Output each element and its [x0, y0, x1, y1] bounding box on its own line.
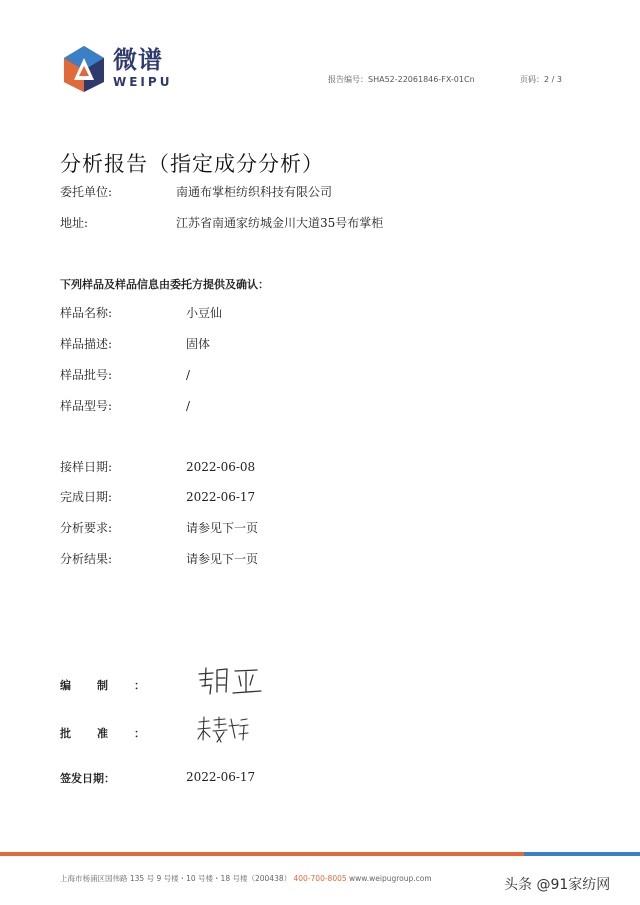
- prepared-by-label: 编制：: [60, 679, 171, 692]
- sample-batch-value: /: [186, 368, 191, 382]
- logo-text-cn: 微谱: [113, 46, 163, 74]
- issue-date-value: 2022-06-17: [186, 770, 256, 784]
- received-date-value: 2022-06-08: [186, 460, 256, 474]
- address-label: 地址:: [60, 216, 89, 230]
- sample-batch-label: 样品批号:: [60, 368, 113, 382]
- sample-name-label: 样品名称:: [60, 306, 113, 320]
- footer-contact: [60, 873, 432, 884]
- analysis-requirement-value: 请参见下一页: [186, 521, 259, 535]
- sample-name-value: 小豆仙: [186, 306, 223, 320]
- company-logo: [60, 44, 200, 92]
- page-number: 页码：2 / 3: [520, 75, 562, 84]
- page-title: 分析报告（指定成分分析）: [60, 152, 324, 176]
- sample-description-label: 样品描述:: [60, 337, 113, 351]
- issue-date-label: 签发日期：: [60, 772, 115, 785]
- footer-phone: 400-700-8005: [293, 874, 347, 883]
- address-value: 江苏省南通家纺城金川大道35号布掌柜: [176, 216, 384, 230]
- footer-bar-orange: [0, 852, 524, 856]
- sample-section-heading: 下列样品及样品信息由委托方提供及确认：: [60, 278, 269, 291]
- client-value: 南通布掌柜纺织科技有限公司: [176, 185, 333, 199]
- client-label: 委托单位:: [60, 185, 113, 199]
- sample-model-value: /: [186, 399, 191, 413]
- logo-text-en: WEIPU: [113, 75, 173, 89]
- completed-date-label: 完成日期:: [60, 490, 113, 504]
- prepared-by-signature: [195, 664, 265, 698]
- approved-by-label: 批准：: [60, 727, 171, 740]
- received-date-label: 接样日期:: [60, 460, 113, 474]
- approved-by-signature: [195, 714, 251, 746]
- logo-mark-icon: [60, 44, 108, 92]
- analysis-result-value: 请参见下一页: [186, 552, 259, 566]
- sample-description-value: 固体: [186, 337, 211, 351]
- footer-website[interactable]: www.weipugroup.com: [349, 874, 432, 883]
- analysis-requirement-label: 分析要求:: [60, 521, 113, 535]
- watermark: 头条 @91家纺网: [504, 877, 611, 893]
- analysis-result-label: 分析结果:: [60, 552, 113, 566]
- footer-address: 上海市杨浦区国伟路 135 号 9 号楼・10 号楼・18 号楼（200438）: [60, 874, 292, 883]
- report-number: 报告编号：SHA52-22061846-FX-01Cn: [328, 75, 475, 84]
- sample-model-label: 样品型号:: [60, 399, 113, 413]
- completed-date-value: 2022-06-17: [186, 490, 256, 504]
- footer-bar-blue: [524, 852, 640, 856]
